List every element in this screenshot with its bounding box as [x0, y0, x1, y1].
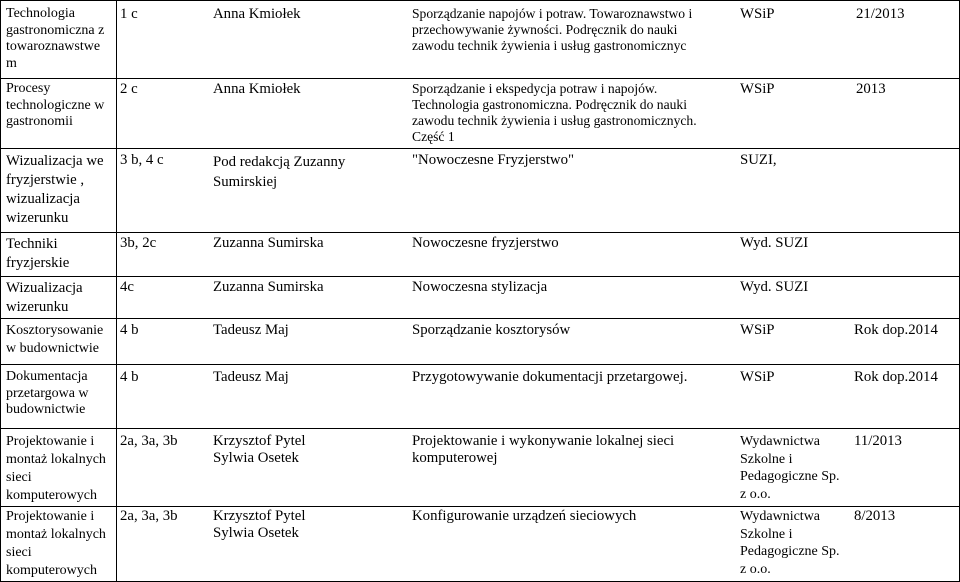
subject-cell: Kosztorysowanie w budownictwie [6, 323, 104, 356]
grid-line [0, 364, 960, 365]
class-cell: 3 b, 4 c [120, 152, 164, 168]
subject-cell: Wizualizacja wizerunku [6, 280, 83, 315]
publisher-cell: WSiP [740, 81, 775, 97]
title-cell: Przygotowywanie dokumentacji przetargowej. [412, 369, 688, 385]
author-cell: Anna Kmiołek [213, 81, 301, 97]
title-cell: "Nowoczesne Fryzjerstwo" [412, 152, 575, 168]
number-cell: Rok dop.2014 [854, 369, 938, 385]
subject-cell: Wizualizacja we fryzjerstwie , wizualizacja wizerunku [6, 153, 104, 226]
grid-line [0, 276, 960, 277]
number-cell: 2013 [856, 81, 886, 97]
subject-cell: Techniki fryzjerskie [6, 236, 70, 271]
grid-line [0, 0, 960, 1]
title-cell: Sporządzanie napojów i potraw. Towaroznawstwo i przechowywanie żywności. Podręcznik do nauki zawodu technik żywienia i usług gastronomicznyc [412, 6, 693, 53]
class-cell: 4 b [120, 369, 139, 385]
publisher-cell: Wydawnictwa Szkolne i Pedagogiczne Sp. z o.o. [740, 509, 840, 577]
author-cell: Anna Kmiołek [213, 6, 301, 22]
author-cell: Zuzanna Sumirska [213, 279, 324, 295]
author-cell: Tadeusz Maj [213, 322, 289, 338]
subject-cell: Technologia gastronomiczna z towaroznawstwe m [6, 6, 105, 71]
class-cell: 1 c [120, 6, 138, 22]
title-cell: Sporządzanie i ekspedycja potraw i napojów. Technologia gastronomiczna. Podręcznik do nauki zawodu technik żywienia i usług gastronomicznych. Część 1 [412, 81, 697, 144]
grid-line [0, 148, 960, 149]
number-cell: 8/2013 [854, 508, 896, 524]
subject-cell: Projektowanie i montaż lokalnych sieci komputerowych [6, 434, 106, 503]
class-cell: 2a, 3a, 3b [120, 508, 178, 524]
author-cell: Krzysztof Pytel Sylwia Osetek [213, 508, 306, 541]
number-cell: 11/2013 [854, 433, 902, 449]
title-cell: Konfigurowanie urządzeń sieciowych [412, 508, 637, 524]
publisher-cell: SUZI, [740, 152, 777, 168]
number-cell: Rok dop.2014 [854, 322, 938, 338]
publisher-cell: Wyd. SUZI [740, 235, 809, 251]
title-cell: Nowoczesne fryzjerstwo [412, 235, 559, 251]
title-cell: Nowoczesna stylizacja [412, 279, 548, 295]
class-cell: 4 b [120, 322, 139, 338]
grid-line [0, 232, 960, 233]
grid-line [0, 428, 960, 429]
title-cell: Sporządzanie kosztorysów [412, 322, 571, 338]
class-cell: 2 c [120, 81, 138, 97]
title-cell: Projektowanie i wykonywanie lokalnej sieci komputerowej [412, 433, 675, 466]
author-cell: Pod redakcją Zuzanny Sumirskiej [213, 154, 346, 190]
grid-line [0, 318, 960, 319]
class-cell: 3b, 2c [120, 235, 157, 251]
author-cell: Krzysztof Pytel Sylwia Osetek [213, 433, 306, 466]
subject-cell: Procesy technologiczne w gastronomii [6, 81, 105, 129]
publisher-cell: WSiP [740, 369, 775, 385]
grid-line [116, 0, 117, 582]
grid-line [0, 78, 960, 79]
publisher-cell: WSiP [740, 322, 775, 338]
subject-cell: Projektowanie i montaż lokalnych sieci komputerowych [6, 509, 106, 578]
number-cell: 21/2013 [856, 6, 905, 22]
publisher-cell: Wyd. SUZI [740, 279, 809, 295]
author-cell: Tadeusz Maj [213, 369, 289, 385]
grid-line [0, 0, 1, 582]
class-cell: 4c [120, 279, 134, 295]
class-cell: 2a, 3a, 3b [120, 433, 178, 449]
subject-cell: Dokumentacja przetargowa w budownictwie [6, 369, 89, 417]
publisher-cell: WSiP [740, 6, 775, 22]
grid-line [0, 506, 960, 507]
author-cell: Zuzanna Sumirska [213, 235, 324, 251]
publisher-cell: Wydawnictwa Szkolne i Pedagogiczne Sp. z o.o. [740, 434, 840, 502]
